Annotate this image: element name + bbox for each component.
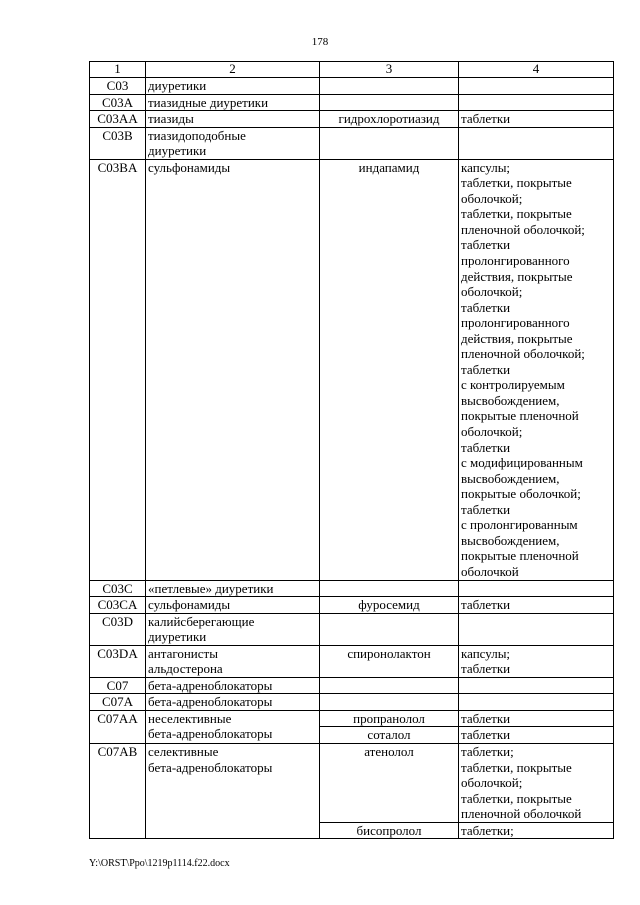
table-header-row	[90, 62, 614, 78]
drug-name-cell	[320, 94, 459, 111]
group-name-cell: бета-адреноблокаторы	[146, 694, 320, 711]
drug-name-cell: бисопролол	[320, 822, 459, 839]
group-name-cell: тиазидоподобные диуретики	[146, 127, 320, 159]
column-header-2: 2	[146, 62, 320, 78]
group-name-cell: бета-адреноблокаторы	[146, 677, 320, 694]
table-row	[90, 159, 614, 580]
dosage-form-cell: таблетки	[459, 597, 614, 614]
group-name-cell: тиазидные диуретики	[146, 94, 320, 111]
dosage-form-cell	[459, 78, 614, 95]
drug-name-cell	[320, 127, 459, 159]
drug-name-cell	[320, 613, 459, 645]
table-row	[90, 111, 614, 128]
group-name-cell: тиазиды	[146, 111, 320, 128]
atc-code-cell: C03CA	[90, 597, 146, 614]
dosage-form-cell: таблетки; таблетки, покрытые оболочкой; таблетки, покрытые пленочной оболочкой	[459, 743, 614, 822]
group-name-cell: калийсберегающие диуретики	[146, 613, 320, 645]
group-name-cell: селективные бета-адреноблокаторы	[146, 743, 320, 838]
drug-name-cell	[320, 694, 459, 711]
table-row	[90, 580, 614, 597]
dosage-form-cell	[459, 94, 614, 111]
table-row	[90, 645, 614, 677]
atc-code-cell: C07AA	[90, 710, 146, 743]
dosage-form-cell	[459, 127, 614, 159]
dosage-form-cell	[459, 694, 614, 711]
atc-code-cell: C03BA	[90, 159, 146, 580]
dosage-form-cell	[459, 677, 614, 694]
table-row	[90, 127, 614, 159]
drug-name-cell: фуросемид	[320, 597, 459, 614]
drug-name-cell: спиронолактон	[320, 645, 459, 677]
drug-name-cell: пропранолол	[320, 710, 459, 727]
table-row	[90, 613, 614, 645]
atc-code-cell: C03AA	[90, 111, 146, 128]
atc-code-cell: C03D	[90, 613, 146, 645]
dosage-form-cell: капсулы; таблетки, покрытые оболочкой; таблетки, покрытые пленочной оболочкой; таблетки пролонгированного действия, покрытые оболочкой; таблетки пролонгированного действия, покрытые пленочной оболочкой; таблетки с контролируемым высвобождением, покрытые пленочной оболочкой; таблетки с модифицированным высвобождением, покрытые оболочкой; таблетки с пролонгированным высвобождением, покрытые пленочной оболочкой	[459, 159, 614, 580]
table-row	[90, 94, 614, 111]
page-number: 178	[311, 36, 329, 48]
table-row	[90, 677, 614, 694]
table-row	[90, 743, 614, 822]
dosage-form-cell: таблетки	[459, 710, 614, 727]
column-header-4: 4	[459, 62, 614, 78]
column-header-1: 1	[90, 62, 146, 78]
table-row	[90, 597, 614, 614]
group-name-cell: неселективные бета-адреноблокаторы	[146, 710, 320, 743]
drug-name-cell: соталол	[320, 727, 459, 744]
atc-code-cell: C03DA	[90, 645, 146, 677]
group-name-cell: «петлевые» диуретики	[146, 580, 320, 597]
drug-name-cell	[320, 78, 459, 95]
dosage-form-cell: таблетки	[459, 727, 614, 744]
drug-name-cell: атенолол	[320, 743, 459, 822]
column-header-3: 3	[320, 62, 459, 78]
group-name-cell: антагонисты альдостерона	[146, 645, 320, 677]
drug-name-cell: индапамид	[320, 159, 459, 580]
atc-code-cell: C03B	[90, 127, 146, 159]
group-name-cell: сульфонамиды	[146, 159, 320, 580]
group-name-cell: диуретики	[146, 78, 320, 95]
atc-code-cell: C07AB	[90, 743, 146, 838]
atc-code-cell: C03	[90, 78, 146, 95]
drug-name-cell	[320, 580, 459, 597]
table-row	[90, 694, 614, 711]
drug-classification-table	[89, 61, 614, 839]
dosage-form-cell	[459, 613, 614, 645]
dosage-form-cell: таблетки;	[459, 822, 614, 839]
dosage-form-cell	[459, 580, 614, 597]
dosage-form-cell: таблетки	[459, 111, 614, 128]
document-file-path: Y:\ORST\Ppo\1219p1114.f22.docx	[89, 858, 230, 869]
table-row	[90, 78, 614, 95]
atc-code-cell: C07	[90, 677, 146, 694]
atc-code-cell: C03C	[90, 580, 146, 597]
table-row	[90, 710, 614, 727]
group-name-cell: сульфонамиды	[146, 597, 320, 614]
drug-name-cell: гидрохлоротиазид	[320, 111, 459, 128]
dosage-form-cell: капсулы; таблетки	[459, 645, 614, 677]
atc-code-cell: C07A	[90, 694, 146, 711]
drug-name-cell	[320, 677, 459, 694]
atc-code-cell: C03A	[90, 94, 146, 111]
table-body	[90, 78, 614, 839]
